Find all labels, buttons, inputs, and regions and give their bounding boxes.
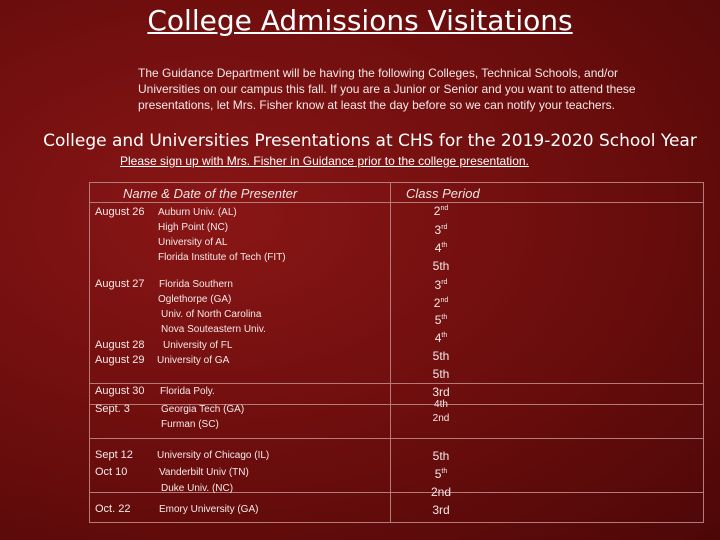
date-cell: Oct. 22 [95, 503, 131, 515]
class-period: 3rd [434, 223, 448, 237]
college-name: Vanderbilt Univ (TN) [159, 467, 249, 478]
class-period: 4th [434, 399, 448, 410]
college-name: University of GA [157, 355, 230, 366]
intro-paragraph: The Guidance Department will be having the following Colleges, Technical Schools, and/or Universities on our campus this fall. If you are a Junior or Senior and you want to attend these presentations, let Mrs. Fisher know at least the day before so we can notify your teachers. [138, 66, 636, 112]
class-period: 5th [434, 313, 448, 327]
college-name: Emory University (GA) [159, 504, 259, 515]
class-period: 5th [434, 467, 448, 481]
college-name: Oglethorpe (GA) [158, 294, 232, 305]
date-cell: Sept. 3 [95, 403, 130, 415]
college-name: Florida Poly. [160, 386, 215, 397]
class-period: 3rd [432, 385, 450, 399]
class-period: 4th [434, 241, 448, 255]
college-name: Duke Univ. (NC) [161, 483, 234, 494]
date-cell: August 28 [95, 339, 145, 351]
class-period: 2nd [433, 296, 449, 310]
presentations-table [89, 182, 704, 523]
college-name: Univ. of North Carolina [161, 309, 262, 320]
date-cell: August 26 [95, 206, 145, 218]
date-cell: Oct 10 [95, 466, 128, 478]
header-presenter: Name & Date of the Presenter [123, 186, 298, 201]
class-period: 2nd [433, 204, 449, 218]
header-divider [90, 202, 703, 203]
date-cell: August 29 [95, 354, 145, 366]
college-name: Auburn Univ. (AL) [158, 207, 237, 218]
college-name: Florida Southern [159, 279, 233, 290]
college-name: University of AL [158, 237, 228, 248]
class-period: 3rd [432, 503, 450, 517]
college-name: University of FL [163, 340, 233, 351]
class-period: 2nd [432, 413, 450, 424]
date-cell: August 30 [95, 385, 145, 397]
row-divider [90, 438, 703, 439]
date-cell: August 27 [95, 278, 145, 290]
class-period: 5th [432, 367, 450, 381]
section-subtitle: College and Universities Presentations at CHS for the 2019-2020 School Year [43, 131, 697, 151]
page-title: College Admissions Visitations [147, 4, 573, 37]
college-name: University of Chicago (IL) [157, 450, 270, 461]
header-class-period: Class Period [406, 186, 480, 201]
college-name: Nova Souteastern Univ. [161, 324, 266, 335]
college-name: Florida Institute of Tech (FIT) [158, 252, 286, 263]
college-name: High Point (NC) [158, 222, 229, 233]
date-cell: Sept 12 [95, 449, 133, 461]
class-period: 5th [432, 349, 450, 363]
college-name: Furman (SC) [161, 419, 219, 430]
signup-note: Please sign up with Mrs. Fisher in Guidance prior to the college presentation. [120, 154, 529, 168]
class-period: 5th [432, 449, 450, 463]
column-divider [390, 183, 391, 522]
college-name: Georgia Tech (GA) [161, 404, 245, 415]
class-period: 3rd [434, 278, 448, 292]
class-period: 4th [434, 331, 448, 345]
class-period: 2nd [430, 485, 452, 499]
class-period: 5th [432, 259, 450, 273]
